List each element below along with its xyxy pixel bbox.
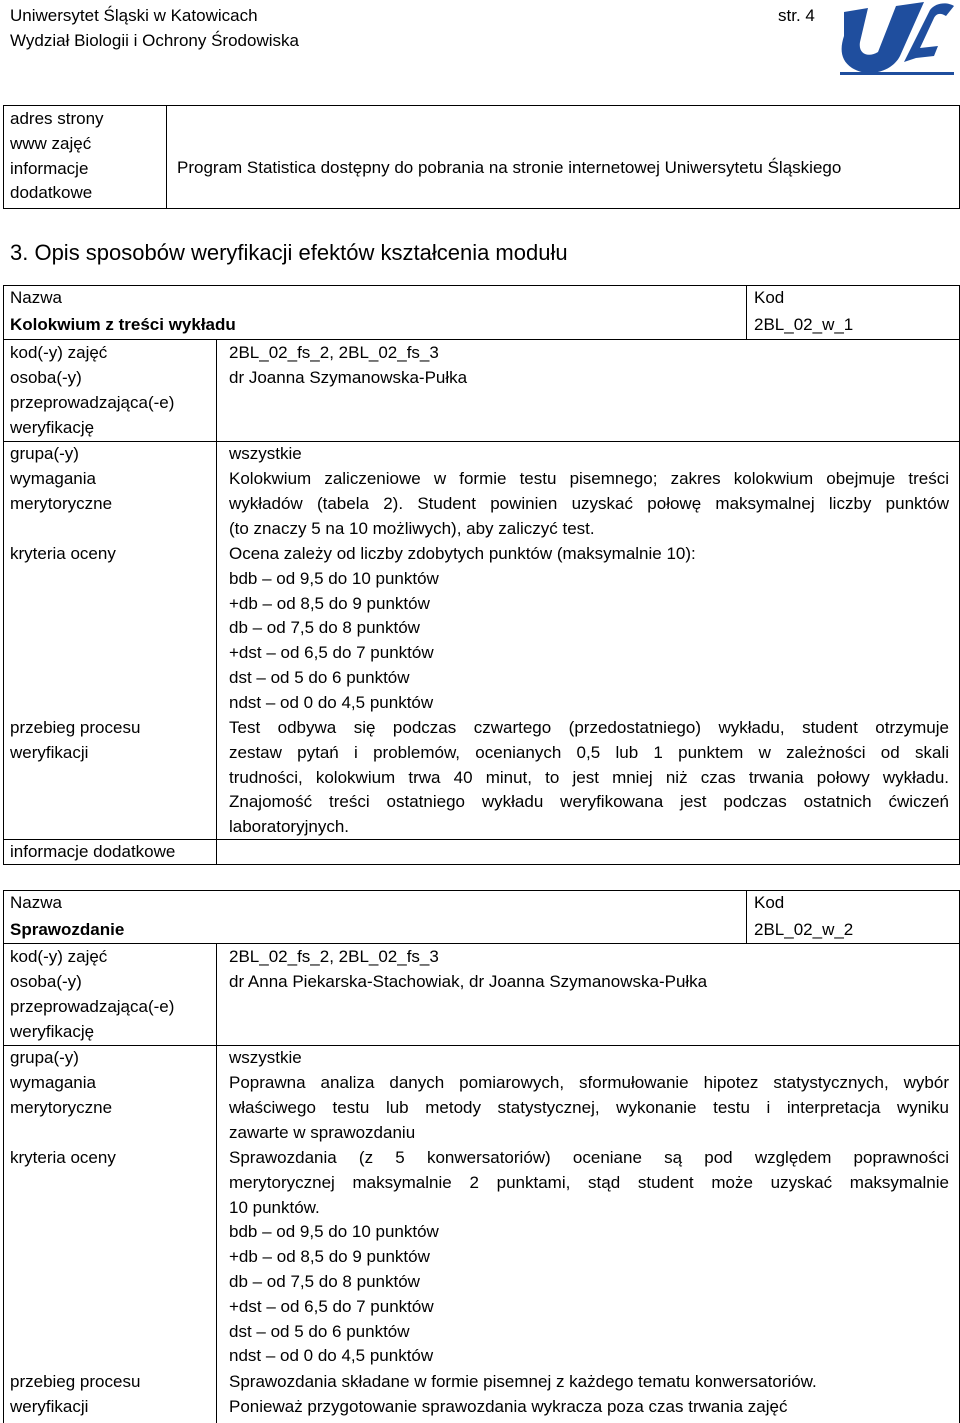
class-codes: 2BL_02_fs_2, 2BL_02_fs_3 — [229, 343, 439, 362]
requirements-line: zawarte w sprawozdaniu — [229, 1122, 416, 1142]
person-label — [10, 970, 174, 1044]
groups-value: wszystkie — [229, 1048, 302, 1067]
row-line — [3, 943, 960, 944]
criteria-line: +db – od 8,5 do 9 punktów — [229, 593, 430, 613]
process-value — [229, 716, 949, 840]
person-label-line: osoba(-y) — [10, 972, 82, 991]
process-line: zestaw pytań i problemów, ocenianych 0,5 lub 1 punktem w zależności od skali — [229, 742, 949, 762]
criteria-label: kryteria oceny — [10, 544, 116, 563]
info-label: informacje — [10, 158, 89, 178]
class-codes: 2BL_02_fs_2, 2BL_02_fs_3 — [229, 947, 439, 966]
code-label: Kod — [754, 893, 785, 912]
criteria-line: merytorycznej maksymalnie 2 punktami, stąd student może uzyskać maksymalnie — [229, 1172, 949, 1192]
header-faculty: Wydział Biologii i Ochrony Środowiska — [10, 31, 299, 50]
groups-label: grupa(-y) — [10, 1048, 79, 1067]
process-line: laboratoryjnych. — [229, 817, 350, 837]
criteria-line: +dst – od 6,5 do 7 punktów — [229, 643, 434, 663]
requirements-line: (to znaczy 5 na 10 możliwych), aby zaliczyć test. — [229, 518, 595, 538]
person-label-line: osoba(-y) — [10, 368, 82, 387]
process-label-line: weryfikacji — [10, 742, 89, 762]
card-divider — [746, 285, 747, 339]
person-label-line: weryfikację — [10, 1021, 95, 1041]
university-logo-icon — [838, 2, 956, 78]
requirements-line: wykładów (tabela 2). Student powinien uzyskać połowę maksymalnej liczby punktów — [229, 493, 949, 513]
code-label: Kod — [754, 288, 785, 307]
requirements-label — [10, 1071, 112, 1121]
requirements-label-line: wymagania — [10, 469, 96, 488]
requirements-label-line: merytoryczne — [10, 493, 113, 513]
process-label-line: przebieg procesu — [10, 1372, 141, 1391]
criteria-line: db – od 7,5 do 8 punktów — [229, 618, 420, 638]
section-title: 3. Opis sposobów weryfikacji efektów kształcenia modułu — [10, 240, 568, 265]
process-line: Ponieważ przygotowanie sprawozdania wykracza poza czas trwania zajęć — [229, 1396, 788, 1416]
requirements-line: właściwego testu lub metody statystycznej, wykonanie testu i interpretacja wyniku — [229, 1097, 949, 1117]
info-table — [3, 105, 960, 209]
process-line: Test odbywa się podczas czwartego (przedostatniego) wykładu, student otrzymuje — [229, 718, 949, 737]
person-label-line: przeprowadzająca(-e) — [10, 392, 175, 412]
person-label — [10, 366, 174, 440]
criteria-line: ndst – od 0 do 4,5 punktów — [229, 692, 434, 712]
criteria-line: dst – od 5 do 6 punktów — [229, 1321, 410, 1341]
criteria-line: bdb – od 9,5 do 10 punktów — [229, 1222, 439, 1242]
info-value: Program Statistica dostępny do pobrania na stronie internetowej Uniwersytetu Śląskiego — [177, 158, 842, 177]
criteria-line: db – od 7,5 do 8 punktów — [229, 1271, 420, 1291]
row-line — [3, 1045, 960, 1046]
person-label-line: weryfikację — [10, 417, 95, 437]
extra-label: informacje dodatkowe — [10, 842, 176, 861]
process-line: Sprawozdania składane w formie pisemnej z każdego tematu konwersatoriów. — [229, 1372, 817, 1391]
requirements-line: Kolokwium zaliczeniowe w formie testu pisemnego; zakres kolokwium obejmuje treści — [229, 469, 949, 488]
card-divider — [216, 943, 217, 1423]
info-value-cell — [167, 106, 960, 209]
requirements-line: Poprawna analiza danych pomiarowych, sformułowanie hipotez statystycznych, wybór — [229, 1073, 949, 1092]
card-divider — [746, 890, 747, 943]
row-line — [3, 441, 960, 442]
class-code-label: kod(-y) zajęć — [10, 343, 108, 362]
process-label-line: przebieg procesu — [10, 718, 141, 737]
requirements-value — [229, 1071, 949, 1145]
header-university: Uniwersytet Śląski w Katowicach — [10, 6, 258, 25]
criteria-line: 10 punktów. — [229, 1197, 320, 1217]
card-divider — [216, 339, 217, 865]
card-code: 2BL_02_w_1 — [754, 315, 854, 334]
requirements-label — [10, 467, 112, 517]
person-value: dr Joanna Szymanowska-Pułka — [229, 368, 468, 387]
person-label-line: przeprowadzająca(-e) — [10, 996, 175, 1016]
page-number: str. 4 — [778, 6, 815, 25]
info-label-cell — [4, 106, 167, 209]
criteria-value — [229, 1146, 949, 1369]
name-label: Nazwa — [10, 893, 62, 912]
criteria-line: +db – od 8,5 do 9 punktów — [229, 1247, 430, 1267]
process-label-line: weryfikacji — [10, 1396, 89, 1416]
info-label: www zajęć — [10, 133, 92, 153]
criteria-line: ndst – od 0 do 4,5 punktów — [229, 1346, 434, 1366]
row-line — [3, 339, 960, 340]
criteria-value — [229, 542, 696, 716]
criteria-line: Sprawozdania (z 5 konwersatoriów) oceniane są pod względem poprawności — [229, 1148, 949, 1167]
process-value — [229, 1370, 949, 1420]
name-label: Nazwa — [10, 288, 62, 307]
criteria-line: +dst – od 6,5 do 7 punktów — [229, 1296, 434, 1316]
process-label — [10, 716, 140, 766]
card-name: Kolokwium z treści wykładu — [10, 315, 236, 334]
criteria-line: dst – od 5 do 6 punktów — [229, 667, 410, 687]
groups-label: grupa(-y) — [10, 444, 79, 463]
criteria-line: Ocena zależy od liczby zdobytych punktów (maksymalnie 10): — [229, 544, 696, 563]
process-line: Znajomość treści ostatniego wykładu weryfikowana jest podczas ostatnich ćwiczeń — [229, 792, 949, 812]
process-line: trudności, kolokwium trwa 40 minut, to jest mniej niż czas trwania połowy wykładu. — [229, 767, 949, 787]
info-label: dodatkowe — [10, 183, 93, 203]
card-code: 2BL_02_w_2 — [754, 920, 854, 939]
class-code-label: kod(-y) zajęć — [10, 947, 108, 966]
criteria-line: bdb – od 9,5 do 10 punktów — [229, 568, 439, 588]
process-label — [10, 1370, 140, 1420]
card-name: Sprawozdanie — [10, 920, 125, 939]
requirements-value — [229, 467, 949, 541]
info-label: adres strony — [10, 109, 104, 128]
criteria-label: kryteria oceny — [10, 1148, 116, 1167]
requirements-label-line: wymagania — [10, 1073, 96, 1092]
requirements-label-line: merytoryczne — [10, 1097, 113, 1117]
person-value: dr Anna Piekarska-Stachowiak, dr Joanna Szymanowska-Pułka — [229, 972, 708, 991]
groups-value: wszystkie — [229, 444, 302, 463]
